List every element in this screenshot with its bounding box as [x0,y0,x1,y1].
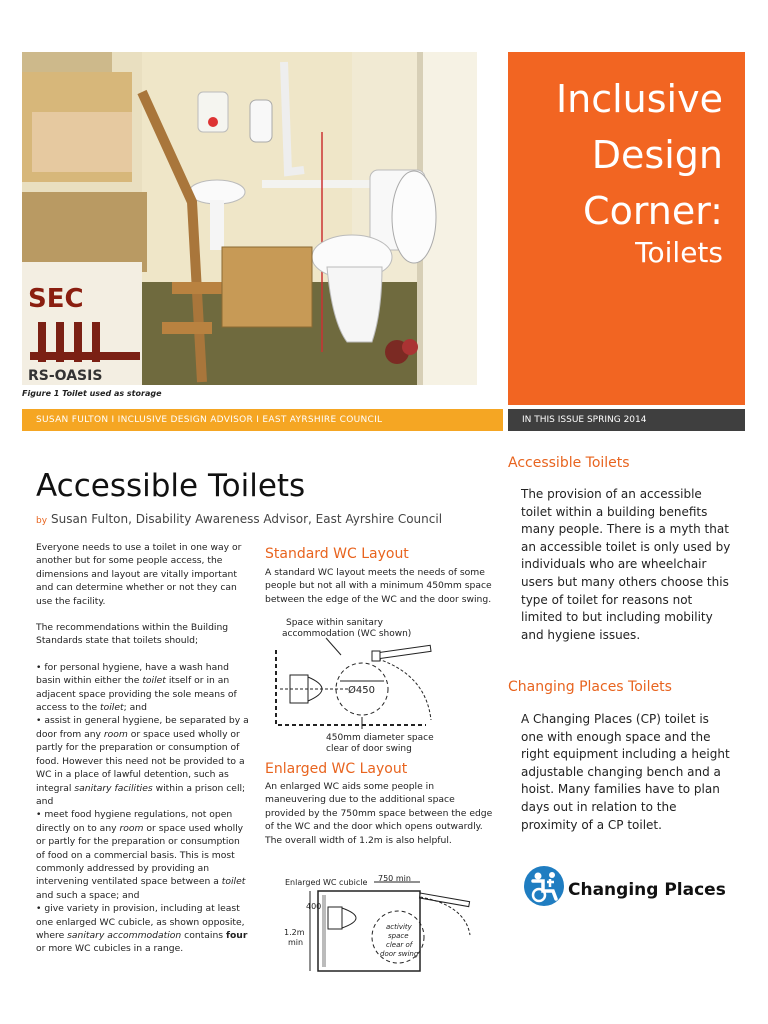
sidebar-heading-changing-places: Changing Places Toilets [508,679,672,695]
title-line-toilets: Toilets [635,236,723,269]
sidebar-paragraph-changing-places: A Changing Places (CP) toilet is one with enough space and the right equipment including a height adjustable changing bench and a hoist. Many families have to plan days out in relation to the proximity of a CP toilet. [521,712,730,832]
changing-places-icon [523,865,569,911]
svg-text:Enlarged WC cubicle: Enlarged WC cubicle [285,878,368,887]
recommendations-intro: The recommendations within the Building Standards state that toilets should; [36,622,229,647]
svg-text:clear of door swing: clear of door swing [326,744,412,754]
bullet-general-hygiene: • assist in general hygiene, be separated by a door from any room or space used wholly or partly for the preparation or consumption of food. However this need not be provided to a WC in a place of lawful detention, such as integral sanitary facilities within a prison cell; and [36,715,249,807]
svg-text:400: 400 [306,902,322,911]
article-body-left [36,541,250,956]
standard-wc-body: A standard WC layout meets the needs of some people but not all with a minimum 450mm space between the edge of the WC and the door swing. [265,567,492,605]
svg-text:clear of: clear of [386,941,413,949]
byline-author: Susan Fulton, Disability Awareness Advisor, East Ayrshire Council [51,512,443,526]
title-line-corner: Corner: [583,189,723,233]
svg-text:Space within sanitary: Space within sanitary [286,618,383,628]
sidebar-heading-accessible: Accessible Toilets [508,455,630,471]
svg-text:min: min [288,938,304,947]
byline [36,512,442,526]
title-block [508,52,745,405]
enlarged-wc-body: An enlarged WC aids some people in maneuvering due to the additional space provided by the 750mm space between the edge of the WC and the door which opens outwardly. The overall width of 1.2m is also helpful. [265,781,493,846]
figure-caption: Figure 1 Toilet used as storage [22,389,162,398]
svg-text:activity: activity [386,923,412,931]
svg-text:Ø450: Ø450 [348,685,375,696]
svg-text:750 min: 750 min [378,875,411,883]
title-line-design: Design [591,133,723,177]
box-label-sec: SEC [28,284,84,314]
enlarged-wc-diagram [270,875,485,975]
title-line-inclusive: Inclusive [555,77,723,121]
svg-text:450mm diameter space: 450mm diameter space [326,733,434,743]
issue-bar: IN THIS ISSUE SPRING 2014 [508,409,745,431]
box-label-oasis: RS-OASIS [28,368,103,384]
intro-paragraph: Everyone needs to use a toilet in one way or another but for some people access, the dimensions and layout are vitally important and can determine whether or not they can use the facility. [36,542,242,607]
svg-text:space: space [388,932,409,940]
toilet-storage-photo [22,52,477,385]
svg-text:accommodation (WC shown): accommodation (WC shown) [282,629,412,639]
enlarged-wc-heading: Enlarged WC Layout [265,761,408,777]
svg-text:door swing: door swing [380,950,419,958]
article-heading: Accessible Toilets [36,468,306,504]
standard-wc-heading: Standard WC Layout [265,546,409,562]
sidebar-paragraph-accessible: The provision of an accessible toilet within a building benefits many people. There is a myth that an accessible toilet is only used by individuals who are wheelchair users but many others choose this type of toilet for reasons not limited to but including mobility and hygiene issues. [521,487,731,642]
byline-by: by [36,516,48,526]
svg-text:1.2m: 1.2m [284,928,305,937]
changing-places-logo-text: Changing Places [568,880,726,900]
standard-wc-diagram [266,615,446,755]
bullet-food-hygiene: • meet food hygiene regulations, not open directly on to any room or space used wholly or partly for the preparation or consumption of food on a commercial basis. This is most commonly addressed by providing an intervening ventilated space between a toilet and such a space; and [36,809,246,901]
bullet-personal-hygiene: • for personal hygiene, have a wash hand basin within either the toilet itself or in an adjacent space providing the sole means of access to the toilet; and [36,661,237,714]
author-bar: SUSAN FULTON I INCLUSIVE DESIGN ADVISOR I EAST AYRSHIRE COUNCIL [22,409,503,431]
bullet-variety: • give variety in provision, including at least one enlarged WC cubicle, as shown opposite, where sanitary accommodation contains four or more WC cubicles in a range. [36,903,248,955]
